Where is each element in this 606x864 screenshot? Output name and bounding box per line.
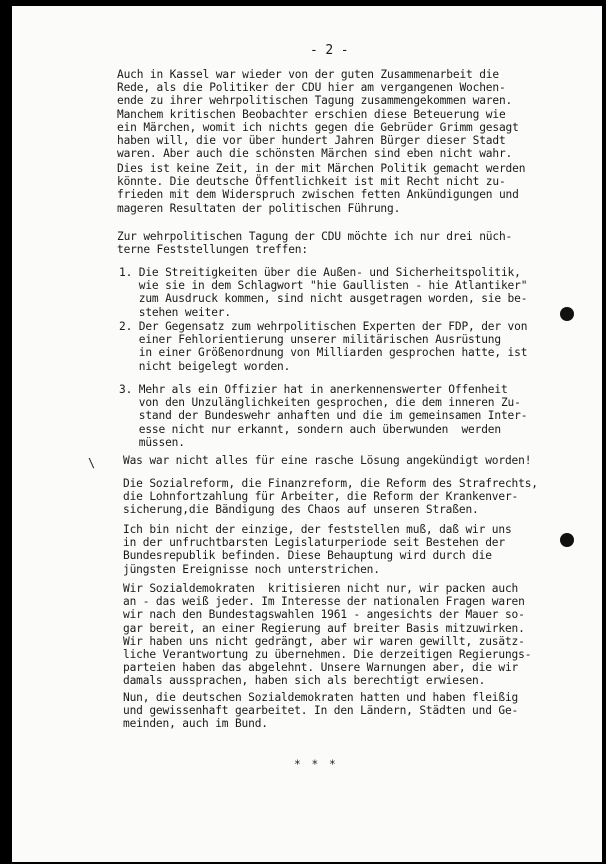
punch-hole-top [560, 307, 574, 321]
paragraph-feststellungen-intro: Zur wehrpolitischen Tagung der CDU möchte ich nur drei nüch- terne Feststellungen treffen: [117, 230, 513, 257]
margin-mark: \ [88, 456, 96, 470]
page-number: - 2 - [310, 43, 349, 58]
list-item-1: 1. Die Streitigkeiten über die Außen- und Sicherheitspolitik, wie sie in dem Schlagwort "hie Gaullisten - hie Atlantiker" zum Ausdruck kommen, sind nicht ausgetragen worden, sie be- stehen weiter. [119, 266, 528, 319]
paragraph-legislaturperiode: Ich bin nicht der einzige, der feststellen muß, daß wir uns in der unfruchtbarsten Legislaturperiode seit Bestehen der Bundesrepublik befinden. Diese Behauptung wird durch die jüngsten Ereignisse noch unterstrichen. [123, 523, 512, 576]
document-page [12, 6, 602, 862]
list-item-3: 3. Mehr als ein Offizier hat in anerkennenswerter Offenheit von den Unzulänglichkeiten gesprochen, die dem inneren Zu- stand der Bundeswehr anhaften und die im gemeinsamen Inter- esse nicht nur erkannt, sondern auch überwunden werden müssen. [119, 383, 528, 449]
list-item-2: 2. Der Gegensatz zum wehrpolitischen Experten der FDP, der von einer Fehlorientierung unserer militärischen Ausrüstung in einer Größenordnung von Milliarden gesprochen hatte, ist nicht beigelegt worden. [119, 320, 528, 373]
paragraph-kassel: Auch in Kassel war wieder von der guten Zusammenarbeit die Rede, als die Politiker der CDU hier am vergangenen Wochen- ende zu ihrer wehrpolitischen Tagung zusammengekommen waren. Manchem kritischen Beobachter erschien diese Beteuerung wie ein Märchen, womit ich nichts gegen die Gebrüder Grimm gesagt haben will, die vor über hundert Jahren Bürger dieser Stadt waren. Aber auch die schönsten Märchen sind eben nicht wahr. [117, 68, 519, 161]
end-mark: * * * [294, 758, 338, 771]
paragraph-sozialdemokraten: Wir Sozialdemokraten kritisieren nicht nur, wir packen auch an - das weiß jeder. Im Interesse der nationalen Fragen waren wir nach den Bundestagswahlen 1961 - angesichts der Mauer so- gar bereit, an einer Regierung auf breiter Basis mitzuwirken. Wir haben uns nicht gedrängt, aber wir waren gewillt, zusätz- liche Verantwortung zu übernehmen. Die derzeitigen Regierungs- parteien haben das abgelehnt. Unsere Warnungen aber, die wir damals aussprachen, haben sich als berechtigt erwiesen. [123, 582, 532, 688]
paragraph-reformen: Die Sozialreform, die Finanzreform, die Reform des Strafrechts, die Lohnfortzahlung für Arbeiter, die Reform der Krankenver- sicherung,die Bändigung des Chaos auf unseren Straßen. [123, 477, 538, 517]
paragraph-loesung: Was war nicht alles für eine rasche Lösung angekündigt worden! [123, 454, 532, 467]
punch-hole-bottom [560, 533, 574, 547]
paragraph-maerchen-politik: Dies ist keine Zeit, in der mit Märchen Politik gemacht werden könnte. Die deutsche Öffentlichkeit ist mit Recht nicht zu- frieden mit dem Widerspruch zwischen fetten Ankündigungen und mageren Resultaten der politischen Führung. [117, 162, 526, 215]
paragraph-gearbeitet: Nun, die deutschen Sozialdemokraten hatten und haben fleißig und gewissenhaft gearbeitet. In den Ländern, Städten und Ge- meinden, auch im Bund. [123, 691, 519, 731]
